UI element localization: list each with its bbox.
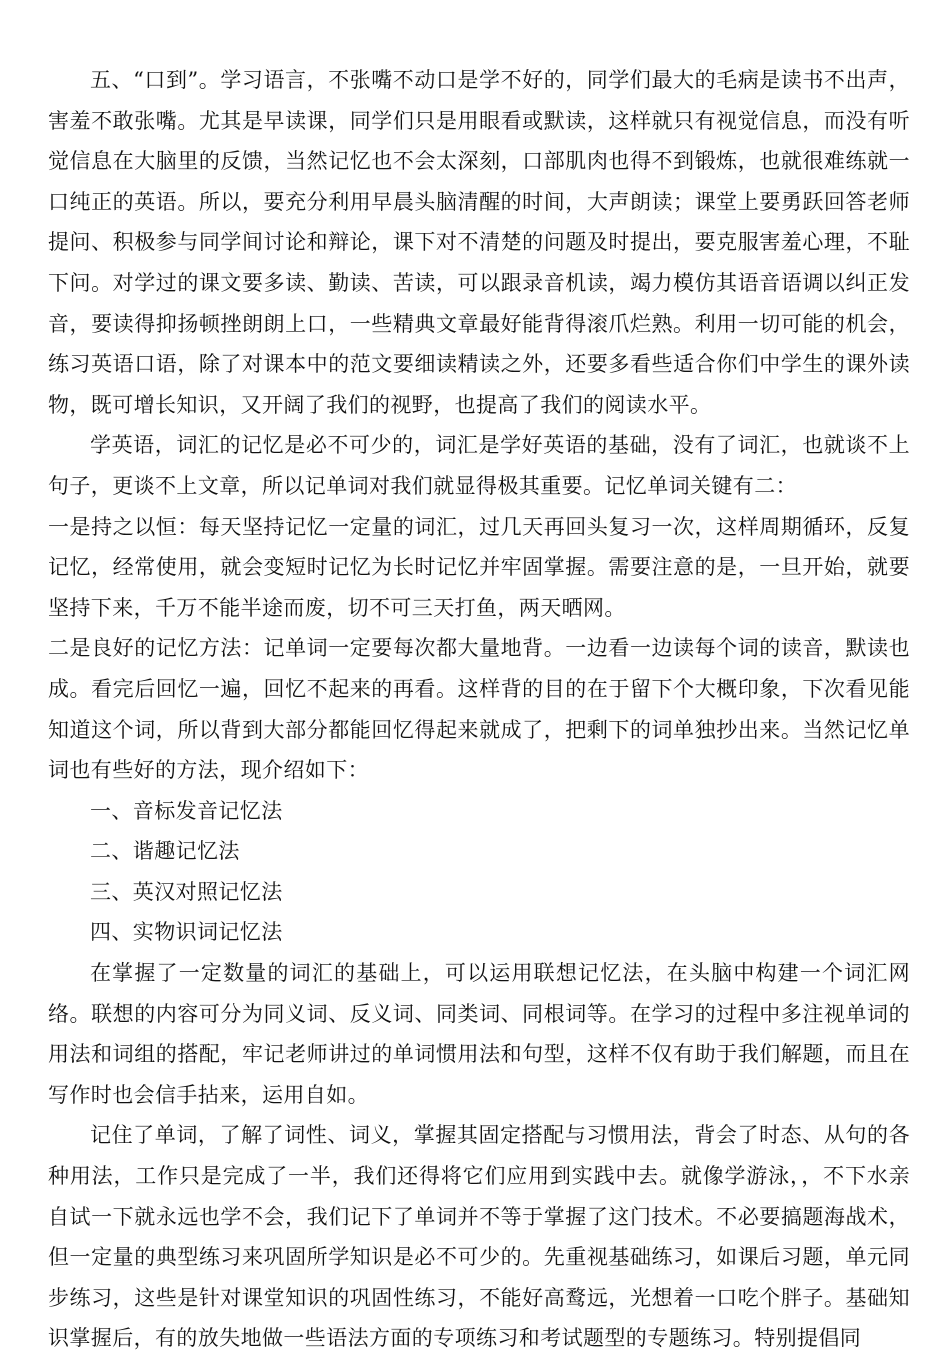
paragraph-persistence: 一是持之以恒：每天坚持记忆一定量的词汇，过几天再回头复习一次，这样周期循环，反复记忆，经常使用，就会变短时记忆为长时记忆并牢固掌握。需要注意的是，一旦开始，就要坚持下来，千万不能半途而废，切不可三天打鱼，两天晒网。 [48, 514, 910, 620]
paragraph-memory-method: 二是良好的记忆方法：记单词一定要每次都大量地背。一边看一边读每个词的读音，默读也成。看完后回忆一遍，回忆不起来的再看。这样背的目的在于留下个大概印象，下次看见能知道这个词，所以背到大部分都能回忆得起来就成了，把剩下的词单独抄出来。当然记忆单词也有些好的方法，现介绍如下： [48, 636, 910, 783]
paragraph-association-memory: 在掌握了一定数量的词汇的基础上，可以运用联想记忆法，在头脑中构建一个词汇网络。联想的内容可分为同义词、反义词、同类词、同根词等。在学习的过程中多注视单词的用法和词组的搭配，牢记老师讲过的单词惯用法和句型，这样不仅有助于我们解题，而且在写作时也会信手拈来，运用自如。 [48, 961, 910, 1107]
list-item: 二、谐趣记忆法 [90, 839, 240, 864]
memory-methods-list [48, 791, 910, 953]
document-page [48, 60, 910, 1359]
list-item: 三、英汉对照记忆法 [90, 879, 283, 904]
paragraph-practice: 记住了单词，了解了词性、词义，掌握其固定搭配与习惯用法，背会了时态、从句的各种用法，工作只是完成了一半，我们还得将它们应用到实践中去。就像学游泳，，不下水亲自试一下就永远也学不会，我们记下了单词并不等于掌握了这门技术。不必要搞题海战术，但一定量的典型练习来巩固所学知识是必不可少的。先重视基础练习，如课后习题，单元同步练习，这些是针对课堂知识的巩固性练习，不能好高鹜远，光想着一口吃个胖子。基础知识掌握后，有的放失地做一些语法方面的专项练习和考试题型的专题练习。特别提倡同 [48, 1123, 910, 1351]
paragraph-oral-practice: 五、“口到”。学习语言，不张嘴不动口是学不好的，同学们最大的毛病是读书不出声，害羞不敢张嘴。尤其是早读课，同学们只是用眼看或默读，这样就只有视觉信息，而没有听觉信息在大脑里的反馈，当然记忆也不会太深刻，口部肌肉也得不到锻炼，也就很难练就一口纯正的英语。所以，要充分利用早晨头脑清醒的时间，大声朗读；课堂上要勇跃回答老师提问、积极参与同学间讨论和辩论，课下对不清楚的问题及时提出，要克服害羞心理，不耻下问。对学过的课文要多读、勤读、苦读，可以跟录音机读，竭力模仿其语音语调以纠正发音，要读得抑扬顿挫朗朗上口，一些精典文章最好能背得滚爪烂熟。利用一切可能的机会，练习英语口语，除了对课本中的范文要细读精读之外，还要多看些适合你们中学生的课外读物，既可增长知识，又开阔了我们的视野，也提高了我们的阅读水平。 [48, 68, 910, 417]
paragraph-vocabulary-intro: 学英语，词汇的记忆是必不可少的，词汇是学好英语的基础，没有了词汇，也就谈不上句子，更谈不上文章，所以记单词对我们就显得极其重要。记忆单词关键有二： [48, 433, 910, 498]
list-item: 四、实物识词记忆法 [90, 920, 283, 945]
list-item: 一、音标发音记忆法 [90, 798, 283, 823]
